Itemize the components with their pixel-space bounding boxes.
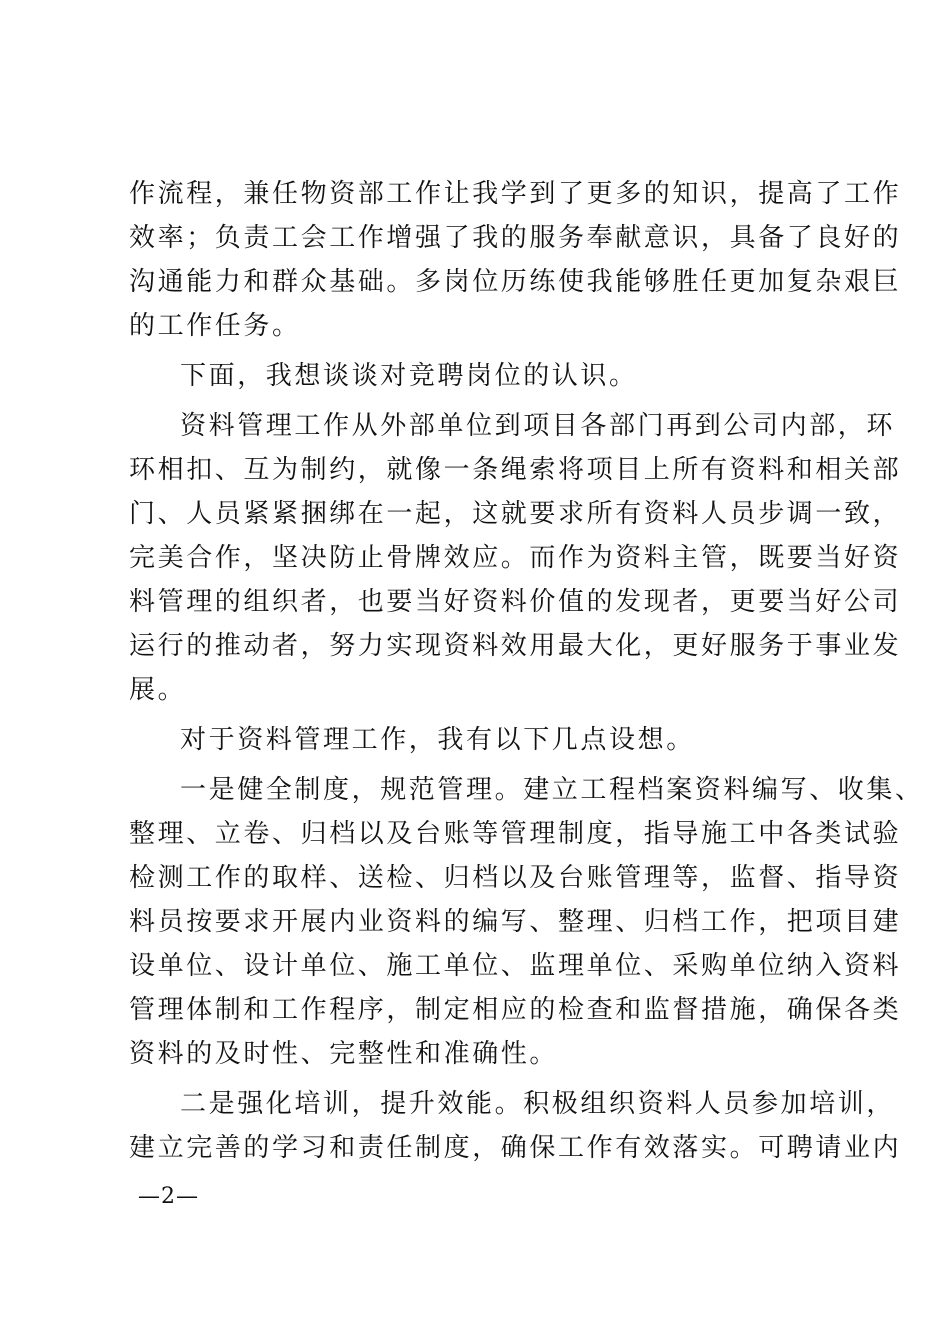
text-line: 资料管理工作从外部单位到项目各部门再到公司内部，环 bbox=[180, 411, 896, 441]
text-line: 检测工作的取样、送检、归档以及台账管理等，监督、指导资 bbox=[129, 863, 902, 893]
text-line: 对于资料管理工作，我有以下几点设想。 bbox=[180, 725, 695, 755]
text-line: 下面，我想谈谈对竞聘岗位的认识。 bbox=[180, 361, 638, 391]
text-line: 运行的推动者，努力实现资料效用最大化，更好服务于事业发 bbox=[129, 631, 902, 661]
text-line: 展。 bbox=[129, 675, 187, 705]
text-line: 资料的及时性、完整性和准确性。 bbox=[129, 1039, 559, 1069]
text-line: 门、人员紧紧捆绑在一起，这就要求所有资料人员步调一致， bbox=[129, 499, 902, 529]
text-line: 沟通能力和群众基础。多岗位历练使我能够胜任更加复杂艰巨 bbox=[129, 267, 902, 297]
text-line: 二是强化培训，提升效能。积极组织资料人员参加培训， bbox=[180, 1089, 896, 1119]
text-line: 料管理的组织者，也要当好资料价值的发现者，更要当好公司 bbox=[129, 587, 902, 617]
text-line: 完美合作，坚决防止骨牌效应。而作为资料主管，既要当好资 bbox=[129, 543, 902, 573]
text-line: 环相扣、互为制约，就像一条绳索将项目上所有资料和相关部 bbox=[129, 455, 902, 485]
text-line: 整理、立卷、归档以及台账等管理制度，指导施工中各类试验 bbox=[129, 819, 902, 849]
text-line: 作流程，兼任物资部工作让我学到了更多的知识，提高了工作 bbox=[129, 179, 902, 209]
text-line: 建立完善的学习和责任制度，确保工作有效落实。可聘请业内 bbox=[129, 1133, 902, 1163]
text-line: 的工作任务。 bbox=[129, 311, 301, 341]
text-line: 效率；负责工会工作增强了我的服务奉献意识，具备了良好的 bbox=[129, 223, 902, 253]
page-number: —2— bbox=[138, 1184, 199, 1209]
text-line: 设单位、设计单位、施工单位、监理单位、采购单位纳入资料 bbox=[129, 951, 902, 981]
text-line: 管理体制和工作程序，制定相应的检查和监督措施，确保各类 bbox=[129, 995, 902, 1025]
text-line: 料员按要求开展内业资料的编写、整理、归档工作，把项目建 bbox=[129, 907, 902, 937]
text-line: 一是健全制度，规范管理。建立工程档案资料编写、收集、 bbox=[180, 775, 924, 805]
